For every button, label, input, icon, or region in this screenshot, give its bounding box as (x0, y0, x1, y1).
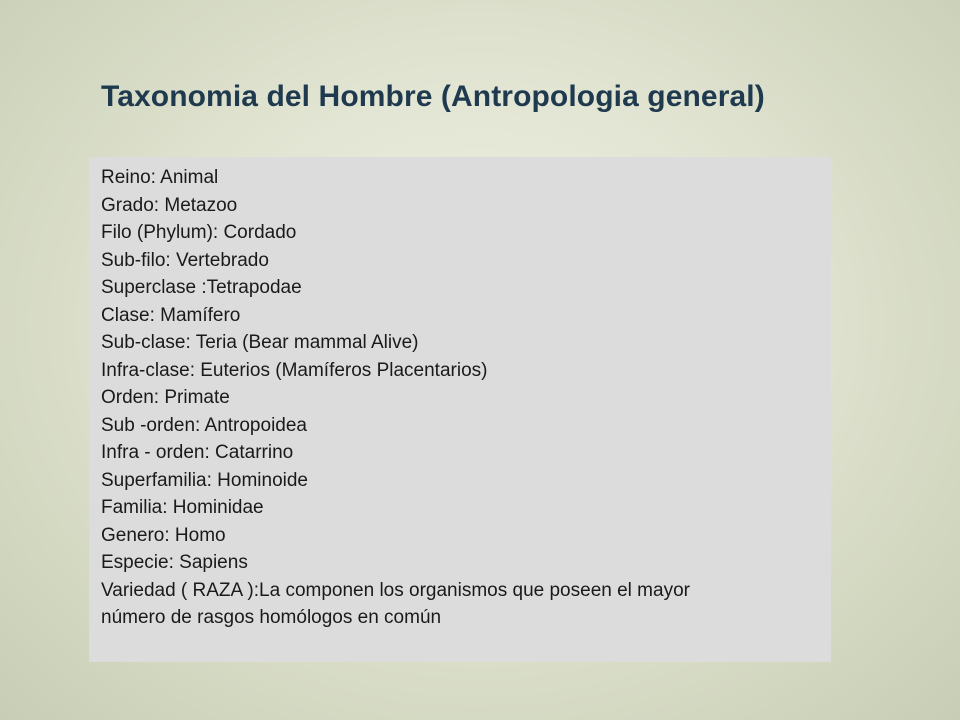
taxonomy-content-box (89, 157, 831, 662)
taxonomy-line-superclase: Superclase :Tetrapodae (101, 277, 302, 298)
slide-title: Taxonomia del Hombre (Antropologia general) (101, 80, 765, 113)
taxonomy-line-reino: Reino: Animal (101, 167, 219, 188)
taxonomy-line-variedad: Variedad ( RAZA ):La componen los organismos que poseen el mayor (101, 579, 690, 601)
taxonomy-line-filo: Filo (Phylum): Cordado (101, 222, 297, 243)
taxonomy-line-infraorden: Infra - orden: Catarrino (101, 442, 294, 463)
taxonomy-line-variedad-cont: número de rasgos homólogos en común (101, 607, 442, 628)
taxonomy-line-superfamilia: Superfamilia: Hominoide (101, 469, 308, 491)
taxonomy-line-grado: Grado: Metazoo (101, 194, 238, 216)
taxonomy-line-genero: Genero: Homo (101, 524, 226, 546)
taxonomy-line-subclase: Sub-clase: Teria (Bear mammal Alive) (101, 332, 419, 353)
taxonomy-line-orden: Orden: Primate (101, 387, 230, 408)
taxonomy-list (101, 164, 821, 632)
taxonomy-line-subfilo: Sub-filo: Vertebrado (101, 249, 269, 271)
taxonomy-line-especie: Especie: Sapiens (101, 552, 248, 573)
taxonomy-line-suborden: Sub -orden: Antropoidea (101, 414, 307, 436)
taxonomy-line-familia: Familia: Hominidae (101, 497, 264, 518)
taxonomy-line-clase: Clase: Mamífero (101, 304, 241, 326)
taxonomy-line-infraclase: Infra-clase: Euterios (Mamíferos Placentarios) (101, 359, 488, 381)
